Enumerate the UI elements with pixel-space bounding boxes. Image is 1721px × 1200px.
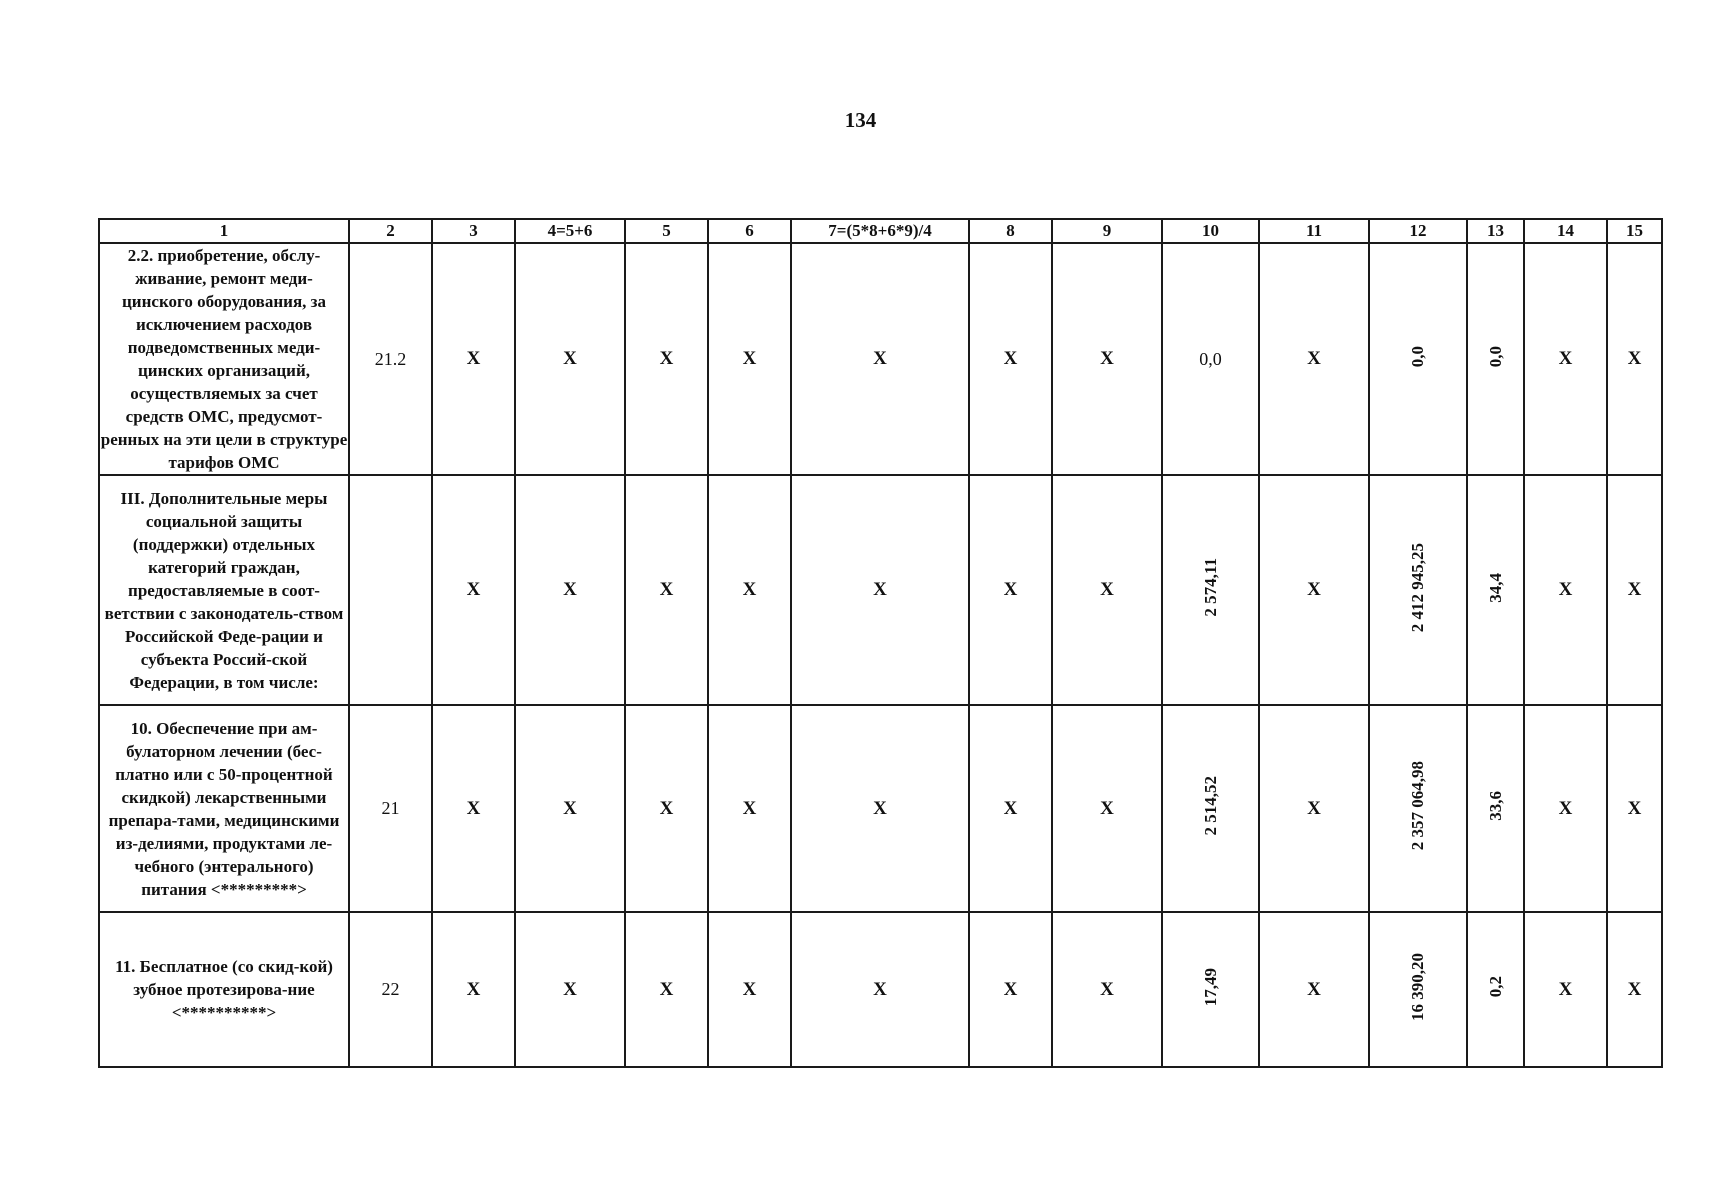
cell-col5: X [625, 705, 708, 912]
row-description: 11. Бесплатное (со скид-кой) зубное протезирова-ние <**********> [99, 912, 349, 1067]
cell-col12 [1369, 912, 1467, 1067]
column-header: 15 [1607, 219, 1662, 243]
cell-col11: X [1259, 912, 1369, 1067]
cell-col9: X [1052, 243, 1162, 475]
cell-col11: X [1259, 243, 1369, 475]
row-code: 21.2 [349, 243, 432, 475]
cell-col6: X [708, 705, 791, 912]
cell-col3: X [432, 243, 515, 475]
table-row [99, 243, 1662, 475]
cell-col10-text: 2 574,11 [1200, 558, 1220, 617]
cell-col12-text: 0,0 [1408, 345, 1427, 368]
cell-col6: X [708, 475, 791, 705]
cell-col6: X [708, 912, 791, 1067]
cell-col7: X [791, 705, 969, 912]
row-code: 22 [349, 912, 432, 1067]
column-header: 5 [625, 219, 708, 243]
cell-col11: X [1259, 475, 1369, 705]
cell-col3: X [432, 705, 515, 912]
cell-col14: X [1524, 705, 1607, 912]
cell-col15: X [1607, 912, 1662, 1067]
table-row [99, 475, 1662, 705]
row-code [349, 475, 432, 705]
cell-col12 [1369, 475, 1467, 705]
column-header: 3 [432, 219, 515, 243]
column-header: 13 [1467, 219, 1524, 243]
cell-col12-text: 2 357 064,98 [1408, 761, 1427, 851]
cell-col10 [1162, 475, 1259, 705]
cell-col7: X [791, 912, 969, 1067]
cell-col4: X [515, 705, 625, 912]
column-header: 8 [969, 219, 1052, 243]
data-table [98, 218, 1663, 1068]
cell-col5: X [625, 243, 708, 475]
column-header: 6 [708, 219, 791, 243]
cell-col5: X [625, 475, 708, 705]
column-header: 1 [99, 219, 349, 243]
cell-col8: X [969, 475, 1052, 705]
cell-col8: X [969, 912, 1052, 1067]
cell-col12-text: 2 412 945,25 [1408, 542, 1427, 633]
cell-col10 [1162, 705, 1259, 912]
cell-col10: 0,0 [1162, 243, 1259, 475]
cell-col4: X [515, 243, 625, 475]
column-header: 4=5+6 [515, 219, 625, 243]
row-code: 21 [349, 705, 432, 912]
column-header: 10 [1162, 219, 1259, 243]
cell-col10-text: 17,49 [1200, 967, 1220, 1007]
column-header: 12 [1369, 219, 1467, 243]
column-header: 9 [1052, 219, 1162, 243]
cell-col13 [1467, 475, 1524, 705]
cell-col13 [1467, 912, 1524, 1067]
row-description: III. Дополнительные меры социальной защиты (поддержки) отдельных категорий граждан, предоставляемые в соот-ветствии с законодатель-ством Российской Феде-рации и субъекта Россий-ской Федерации, в том числе: [99, 475, 349, 705]
cell-col3: X [432, 912, 515, 1067]
cell-col6: X [708, 243, 791, 475]
cell-col13-text: 0,2 [1485, 976, 1505, 998]
cell-col14: X [1524, 243, 1607, 475]
column-header: 2 [349, 219, 432, 243]
cell-col13 [1467, 705, 1524, 912]
cell-col15: X [1607, 475, 1662, 705]
cell-col4: X [515, 912, 625, 1067]
cell-col8: X [969, 705, 1052, 912]
cell-col4: X [515, 475, 625, 705]
header-row [99, 219, 1662, 243]
cell-col15: X [1607, 705, 1662, 912]
cell-col7: X [791, 243, 969, 475]
table-row [99, 705, 1662, 912]
cell-col13 [1467, 243, 1524, 475]
column-header: 7=(5*8+6*9)/4 [791, 219, 969, 243]
cell-col13-text: 34,4 [1485, 572, 1505, 603]
cell-col7: X [791, 475, 969, 705]
cell-col13-text: 0,0 [1485, 345, 1505, 368]
cell-col9: X [1052, 475, 1162, 705]
cell-col12 [1369, 705, 1467, 912]
cell-col9: X [1052, 705, 1162, 912]
cell-col14: X [1524, 912, 1607, 1067]
column-header: 14 [1524, 219, 1607, 243]
table-row [99, 912, 1662, 1067]
cell-col14: X [1524, 475, 1607, 705]
cell-col10 [1162, 912, 1259, 1067]
row-description: 10. Обеспечение при ам-булаторном лечении (бес-платно или с 50-процентной скидкой) лекарственными препара-тами, медицинскими из-делиями, продуктами ле-чебного (энтерального) питания <*********> [99, 705, 349, 912]
cell-col15: X [1607, 243, 1662, 475]
cell-col12-text: 16 390,20 [1408, 953, 1427, 1021]
row-description: 2.2. приобретение, обслу-живание, ремонт меди-цинского оборудования, за исключением расходов подведомственных меди-цинских организаций, осуществляемых за счет средств ОМС, предусмот-ренных на эти цели в структуре тарифов ОМС [99, 243, 349, 475]
cell-col3: X [432, 475, 515, 705]
cell-col9: X [1052, 912, 1162, 1067]
column-header: 11 [1259, 219, 1369, 243]
cell-col10-text: 2 514,52 [1200, 776, 1220, 836]
page-number: 134 [844, 108, 877, 132]
cell-col5: X [625, 912, 708, 1067]
cell-col13-text: 33,6 [1485, 791, 1505, 821]
cell-col8: X [969, 243, 1052, 475]
cell-col11: X [1259, 705, 1369, 912]
cell-col12 [1369, 243, 1467, 475]
